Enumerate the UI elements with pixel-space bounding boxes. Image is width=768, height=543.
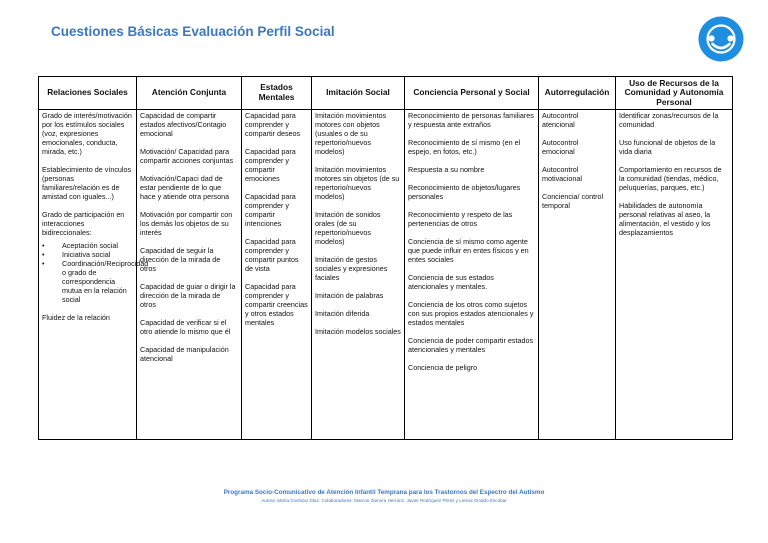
cell-item: Capacidad para comprender y compartir puntos de vista — [245, 237, 299, 273]
cell-item: Uso funcional de objetos de la vida diaria — [619, 138, 716, 156]
cell-item: Identificar zonas/recursos de la comunidad — [619, 111, 719, 129]
cell-relaciones-sociales — [39, 110, 149, 440]
cell-item: Capacidad de verificar si el otro atiende lo mismo que él — [140, 318, 231, 336]
cell-item: Motivación/Capaci dad de estar pendiente de lo que hace y atiende otra persona — [140, 174, 230, 201]
bullet-item: • Iniciativa social — [56, 250, 133, 259]
cell-item: Conciencia de sus estados atencionales y mentales. — [408, 273, 494, 291]
cell-item: Respuesta a su nombre — [408, 165, 485, 174]
cell-item: Conciencia de peligro — [408, 363, 478, 372]
bullet-item: • Coordinación/Reciprocidad o grado de correspondencia mutua en la relación social — [56, 259, 133, 304]
cell-estados-mentales — [242, 110, 312, 440]
cell-item: Capacidad de compartir estados afectivos/Contagio emocional — [140, 111, 227, 138]
cell-item: Capacidad de guiar o dirigir la dirección de la mirada de otros — [140, 282, 236, 309]
bullet-item: • Aceptación social — [56, 241, 133, 250]
cell-item: Reconocimiento y respeto de las pertenencias de otros — [408, 210, 513, 228]
column-header-imitacion-social: Imitación Social — [312, 77, 405, 110]
evaluation-table — [38, 76, 733, 440]
footer-authors: Autora: María Gortázar Díaz. Colaboradores: Marcos Zamora Herranz, Javier Rodríguez Pérez y Leticia Giraldo Escobar — [261, 498, 507, 503]
footer-program-title: Programa Socio-Comunicativo de Atención Infantil Temprana para los Trastornos del Espectro del Autismo — [223, 489, 545, 496]
cell-item: Habilidades de autonomía personal relativas al aseo, la alimentación, el vestido y los desplazamientos — [619, 201, 711, 237]
cell-item: Reconocimiento de sí mismo (en el espejo, en fotos, etc.) — [408, 138, 521, 156]
column-header-autorregulacion: Autorregulación — [539, 77, 616, 110]
cell-item: Imitación de palabras — [315, 291, 384, 300]
cell-item: Establecimiento de vínculos (personas familiares/relación es de amistad con iguales...) — [42, 165, 132, 201]
cell-item: Comportamiento en recursos de la comunidad (tiendas, médico, peluquerías, parques, etc.) — [619, 165, 722, 192]
cell-item: Fluidez de la relación — [42, 313, 110, 322]
cell-item: Imitación movimientos motores sin objetos (de su repertorio/nuevos modelos) — [315, 165, 400, 201]
cell-item: Capacidad para comprender y compartir creencias y otros estados mentales — [245, 282, 308, 327]
cell-item: Grado de participación en interacciones bidireccionales: — [42, 210, 125, 237]
cell-item: Imitación de gestos sociales y expresiones faciales — [315, 255, 388, 282]
cell-item: Capacidad para comprender y compartir intenciones — [245, 192, 296, 228]
cell-item: Autocontrol atencional — [542, 111, 579, 129]
cell-item: Conciencia de sí mismo como agente que puede influir en entes físicos y en entes sociales — [408, 237, 529, 264]
cell-item: Autocontrol motivacional — [542, 165, 582, 183]
page-title: Cuestiones Básicas Evaluación Perfil Social — [51, 24, 335, 39]
cell-item: Imitación diferida — [315, 309, 370, 318]
column-header-conciencia-personal-social: Conciencia Personal y Social — [405, 77, 539, 110]
bullet-list — [42, 241, 149, 304]
cell-item: Capacidad para comprender y compartir emociones — [245, 147, 296, 183]
cell-uso-recursos — [616, 110, 733, 440]
cell-item: Motivación por compartir con los demás los objetos de su interés — [140, 210, 233, 237]
cell-autorregulacion — [539, 110, 616, 440]
column-header-uso-recursos: Uso de Recursos de la Comunidad y Autonomía Personal — [616, 77, 733, 110]
cell-imitacion-social — [312, 110, 405, 440]
cell-conciencia-personal-social — [405, 110, 539, 440]
cell-item: Grado de interés/motivación por los estímulos sociales (voz, expresiones emocionales, conducta, mirada, etc.) — [42, 111, 132, 156]
cell-item: Capacidad de seguir la dirección de la mirada de otros — [140, 246, 221, 273]
cell-item: Conciencia/ control temporal — [542, 192, 604, 210]
cell-item: Capacidad para comprender y compartir deseos — [245, 111, 301, 138]
cell-item: Reconocimiento de objetos/lugares personales — [408, 183, 521, 201]
cell-item: Imitación de sonidos orales (de su repertorio/nuevos modelos) — [315, 210, 381, 246]
cell-item: Motivación/ Capacidad para compartir acciones conjuntas — [140, 147, 234, 165]
smiley-logo-icon — [698, 16, 744, 62]
column-header-estados-mentales: Estados Mentales — [242, 77, 312, 110]
cell-atencion-conjunta — [137, 110, 242, 440]
cell-item: Capacidad de manipulación atencional — [140, 345, 229, 363]
cell-item: Reconocimiento de personas familiares y respuesta ante extraños — [408, 111, 534, 129]
column-header-relaciones-sociales: Relaciones Sociales — [39, 77, 137, 110]
column-header-atencion-conjunta: Atención Conjunta — [137, 77, 242, 110]
cell-item: Imitación movimientos motores con objetos (usuales o de su repertorio/nuevos modelos) — [315, 111, 387, 156]
cell-item: Imitación modelos sociales — [315, 327, 401, 336]
cell-item: Conciencia de poder compartir estados atencionales y mentales — [408, 336, 534, 354]
cell-item: Conciencia de los otros como sujetos con sus propios estados atencionales y estados mentales — [408, 300, 534, 327]
cell-item: Autocontrol emocional — [542, 138, 579, 156]
